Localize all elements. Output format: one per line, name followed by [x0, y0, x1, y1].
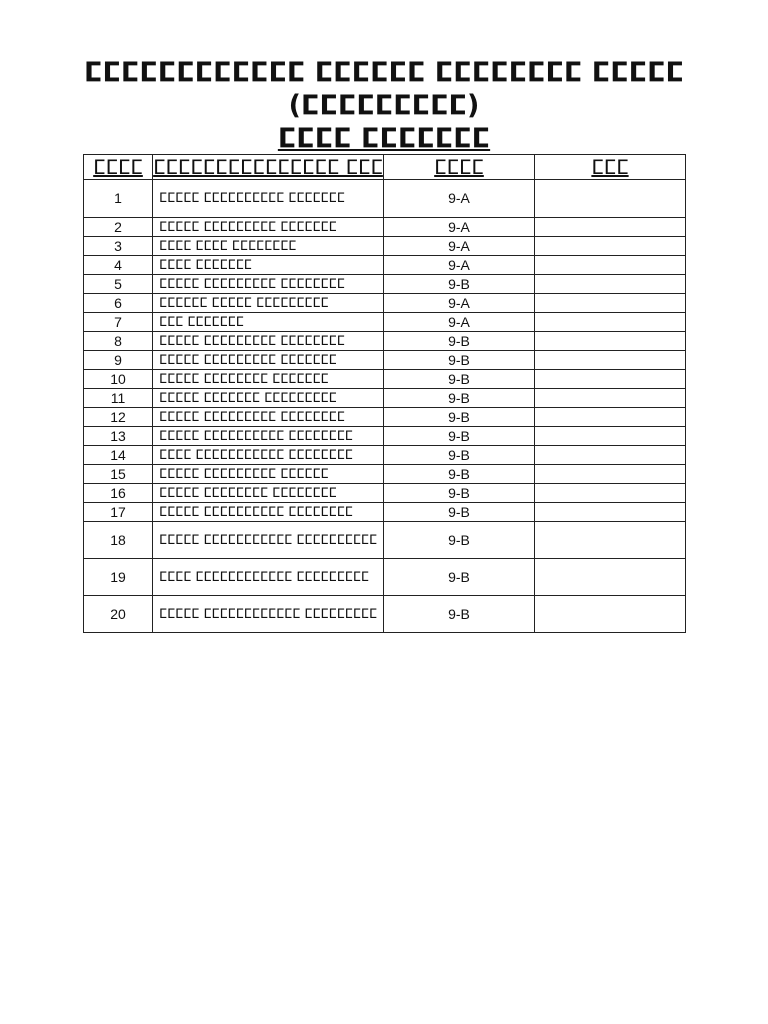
- serial-number-cell: 10: [84, 370, 153, 389]
- student-name-cell: ⵎⵎⵎⵎⵎ ⵎⵎⵎⵎⵎⵎⵎⵎⵎ ⵎⵎⵎⵎⵎⵎⵎ: [153, 351, 384, 370]
- student-name-cell: ⵎⵎⵎⵎⵎ ⵎⵎⵎⵎⵎⵎⵎⵎⵎⵎ ⵎⵎⵎⵎⵎⵎⵎⵎ: [153, 503, 384, 522]
- page-title: ⵎⵎⵎⵎⵎⵎⵎⵎⵎⵎⵎⵎ ⵎⵎⵎⵎⵎⵎ ⵎⵎⵎⵎⵎⵎⵎⵎ ⵎⵎⵎⵎⵎ: [84, 57, 684, 88]
- class-cell: 9-B: [384, 596, 535, 633]
- table-row: [84, 237, 686, 256]
- header-student-name: ⵎⵎⵎⵎⵎⵎⵎⵎⵎⵎⵎⵎⵎⵎⵎ ⵎⵎⵎ: [153, 155, 383, 179]
- remarks-cell: [535, 294, 686, 313]
- table-row: [84, 180, 686, 218]
- serial-number-cell: 9: [84, 351, 153, 370]
- class-cell: 9-B: [384, 275, 535, 294]
- table-row: [84, 408, 686, 427]
- remarks-cell: [535, 218, 686, 237]
- student-name-cell: ⵎⵎⵎⵎⵎ ⵎⵎⵎⵎⵎⵎⵎⵎⵎⵎⵎ ⵎⵎⵎⵎⵎⵎⵎⵎⵎⵎ: [153, 522, 384, 559]
- serial-number-cell: 18: [84, 522, 153, 559]
- class-cell: 9-B: [384, 503, 535, 522]
- table-row: [84, 389, 686, 408]
- class-cell: 9-B: [384, 484, 535, 503]
- student-name-cell: ⵎⵎⵎⵎⵎ ⵎⵎⵎⵎⵎⵎⵎⵎⵎⵎ ⵎⵎⵎⵎⵎⵎⵎⵎ: [153, 427, 384, 446]
- serial-number-cell: 6: [84, 294, 153, 313]
- table-row: [84, 465, 686, 484]
- remarks-cell: [535, 351, 686, 370]
- serial-number-cell: 5: [84, 275, 153, 294]
- serial-number-cell: 16: [84, 484, 153, 503]
- student-name-cell: ⵎⵎⵎⵎⵎ ⵎⵎⵎⵎⵎⵎⵎⵎⵎ ⵎⵎⵎⵎⵎⵎ: [153, 465, 384, 484]
- remarks-cell: [535, 408, 686, 427]
- student-name-cell: ⵎⵎⵎⵎ ⵎⵎⵎⵎⵎⵎⵎⵎⵎⵎⵎⵎ ⵎⵎⵎⵎⵎⵎⵎⵎⵎ: [153, 559, 384, 596]
- table-row: [84, 446, 686, 465]
- remarks-cell: [535, 332, 686, 351]
- student-name-cell: ⵎⵎⵎⵎ ⵎⵎⵎⵎⵎⵎⵎⵎⵎⵎⵎ ⵎⵎⵎⵎⵎⵎⵎⵎ: [153, 446, 384, 465]
- header-serial-number: ⵎⵎⵎⵎ: [84, 155, 153, 180]
- remarks-cell: [535, 446, 686, 465]
- remarks-cell: [535, 237, 686, 256]
- serial-number-cell: 1: [84, 180, 153, 218]
- class-cell: 9-A: [384, 313, 535, 332]
- class-cell: 9-B: [384, 408, 535, 427]
- remarks-cell: [535, 596, 686, 633]
- remarks-cell: [535, 465, 686, 484]
- table-row: [84, 313, 686, 332]
- remarks-cell: [535, 275, 686, 294]
- table-row: [84, 484, 686, 503]
- student-name-cell: ⵎⵎⵎⵎⵎ ⵎⵎⵎⵎⵎⵎⵎⵎⵎⵎ ⵎⵎⵎⵎⵎⵎⵎ: [153, 180, 384, 218]
- remarks-cell: [535, 427, 686, 446]
- class-cell: 9-B: [384, 427, 535, 446]
- serial-number-cell: 2: [84, 218, 153, 237]
- table-row: [84, 427, 686, 446]
- remarks-cell: [535, 522, 686, 559]
- class-cell: 9-B: [384, 522, 535, 559]
- serial-number-cell: 14: [84, 446, 153, 465]
- table-row: [84, 294, 686, 313]
- table-row: [84, 275, 686, 294]
- serial-number-cell: 13: [84, 427, 153, 446]
- serial-number-cell: 7: [84, 313, 153, 332]
- page-subtitle: (ⵎⵎⵎⵎⵎⵎⵎⵎⵎ): [288, 90, 480, 121]
- student-name-cell: ⵎⵎⵎⵎⵎ ⵎⵎⵎⵎⵎⵎⵎⵎⵎ ⵎⵎⵎⵎⵎⵎⵎⵎ: [153, 332, 384, 351]
- class-cell: 9-B: [384, 370, 535, 389]
- remarks-cell: [535, 370, 686, 389]
- remarks-cell: [535, 180, 686, 218]
- class-cell: 9-B: [384, 351, 535, 370]
- serial-number-cell: 11: [84, 389, 153, 408]
- class-cell: 9-B: [384, 389, 535, 408]
- table-row: [84, 332, 686, 351]
- table-row: [84, 218, 686, 237]
- student-name-cell: ⵎⵎⵎⵎⵎ ⵎⵎⵎⵎⵎⵎⵎⵎ ⵎⵎⵎⵎⵎⵎⵎ: [153, 370, 384, 389]
- student-name-cell: ⵎⵎⵎⵎⵎ ⵎⵎⵎⵎⵎⵎⵎ ⵎⵎⵎⵎⵎⵎⵎⵎⵎ: [153, 389, 384, 408]
- class-cell: 9-B: [384, 465, 535, 484]
- header-remarks: ⵎⵎⵎ: [535, 155, 686, 180]
- student-name-cell: ⵎⵎⵎⵎⵎ ⵎⵎⵎⵎⵎⵎⵎⵎⵎⵎⵎⵎ ⵎⵎⵎⵎⵎⵎⵎⵎⵎ: [153, 596, 384, 633]
- serial-number-cell: 20: [84, 596, 153, 633]
- header-class: ⵎⵎⵎⵎ: [384, 155, 535, 180]
- student-name-cell: ⵎⵎⵎⵎⵎ ⵎⵎⵎⵎⵎⵎⵎⵎⵎ ⵎⵎⵎⵎⵎⵎⵎ: [153, 218, 384, 237]
- remarks-cell: [535, 313, 686, 332]
- student-name-cell: ⵎⵎⵎⵎⵎ ⵎⵎⵎⵎⵎⵎⵎⵎ ⵎⵎⵎⵎⵎⵎⵎⵎ: [153, 484, 384, 503]
- list-title: ⵎⵎⵎⵎ ⵎⵎⵎⵎⵎⵎⵎ: [277, 123, 491, 154]
- student-name-cell: ⵎⵎⵎⵎ ⵎⵎⵎⵎ ⵎⵎⵎⵎⵎⵎⵎⵎ: [153, 237, 384, 256]
- serial-number-cell: 4: [84, 256, 153, 275]
- class-cell: 9-B: [384, 332, 535, 351]
- table-row: [84, 351, 686, 370]
- serial-number-cell: 12: [84, 408, 153, 427]
- remarks-cell: [535, 484, 686, 503]
- student-name-cell: ⵎⵎⵎⵎⵎ ⵎⵎⵎⵎⵎⵎⵎⵎⵎ ⵎⵎⵎⵎⵎⵎⵎⵎ: [153, 408, 384, 427]
- table-row: [84, 522, 686, 559]
- student-name-cell: ⵎⵎⵎⵎ ⵎⵎⵎⵎⵎⵎⵎ: [153, 256, 384, 275]
- table-row: [84, 503, 686, 522]
- remarks-cell: [535, 389, 686, 408]
- table-header-row: [84, 155, 686, 180]
- serial-number-cell: 3: [84, 237, 153, 256]
- class-cell: 9-B: [384, 559, 535, 596]
- table-row: [84, 559, 686, 596]
- remarks-cell: [535, 559, 686, 596]
- student-list-table: [83, 154, 686, 633]
- class-cell: 9-A: [384, 218, 535, 237]
- class-cell: 9-A: [384, 294, 535, 313]
- class-cell: 9-B: [384, 446, 535, 465]
- table-row: [84, 370, 686, 389]
- serial-number-cell: 17: [84, 503, 153, 522]
- class-cell: 9-A: [384, 256, 535, 275]
- student-name-cell: ⵎⵎⵎⵎⵎ ⵎⵎⵎⵎⵎⵎⵎⵎⵎ ⵎⵎⵎⵎⵎⵎⵎⵎ: [153, 275, 384, 294]
- class-cell: 9-A: [384, 180, 535, 218]
- table-row: [84, 256, 686, 275]
- class-cell: 9-A: [384, 237, 535, 256]
- remarks-cell: [535, 503, 686, 522]
- table-row: [84, 596, 686, 633]
- student-name-cell: ⵎⵎⵎ ⵎⵎⵎⵎⵎⵎⵎ: [153, 313, 384, 332]
- remarks-cell: [535, 256, 686, 275]
- serial-number-cell: 19: [84, 559, 153, 596]
- serial-number-cell: 15: [84, 465, 153, 484]
- serial-number-cell: 8: [84, 332, 153, 351]
- student-name-cell: ⵎⵎⵎⵎⵎⵎ ⵎⵎⵎⵎⵎ ⵎⵎⵎⵎⵎⵎⵎⵎⵎ: [153, 294, 384, 313]
